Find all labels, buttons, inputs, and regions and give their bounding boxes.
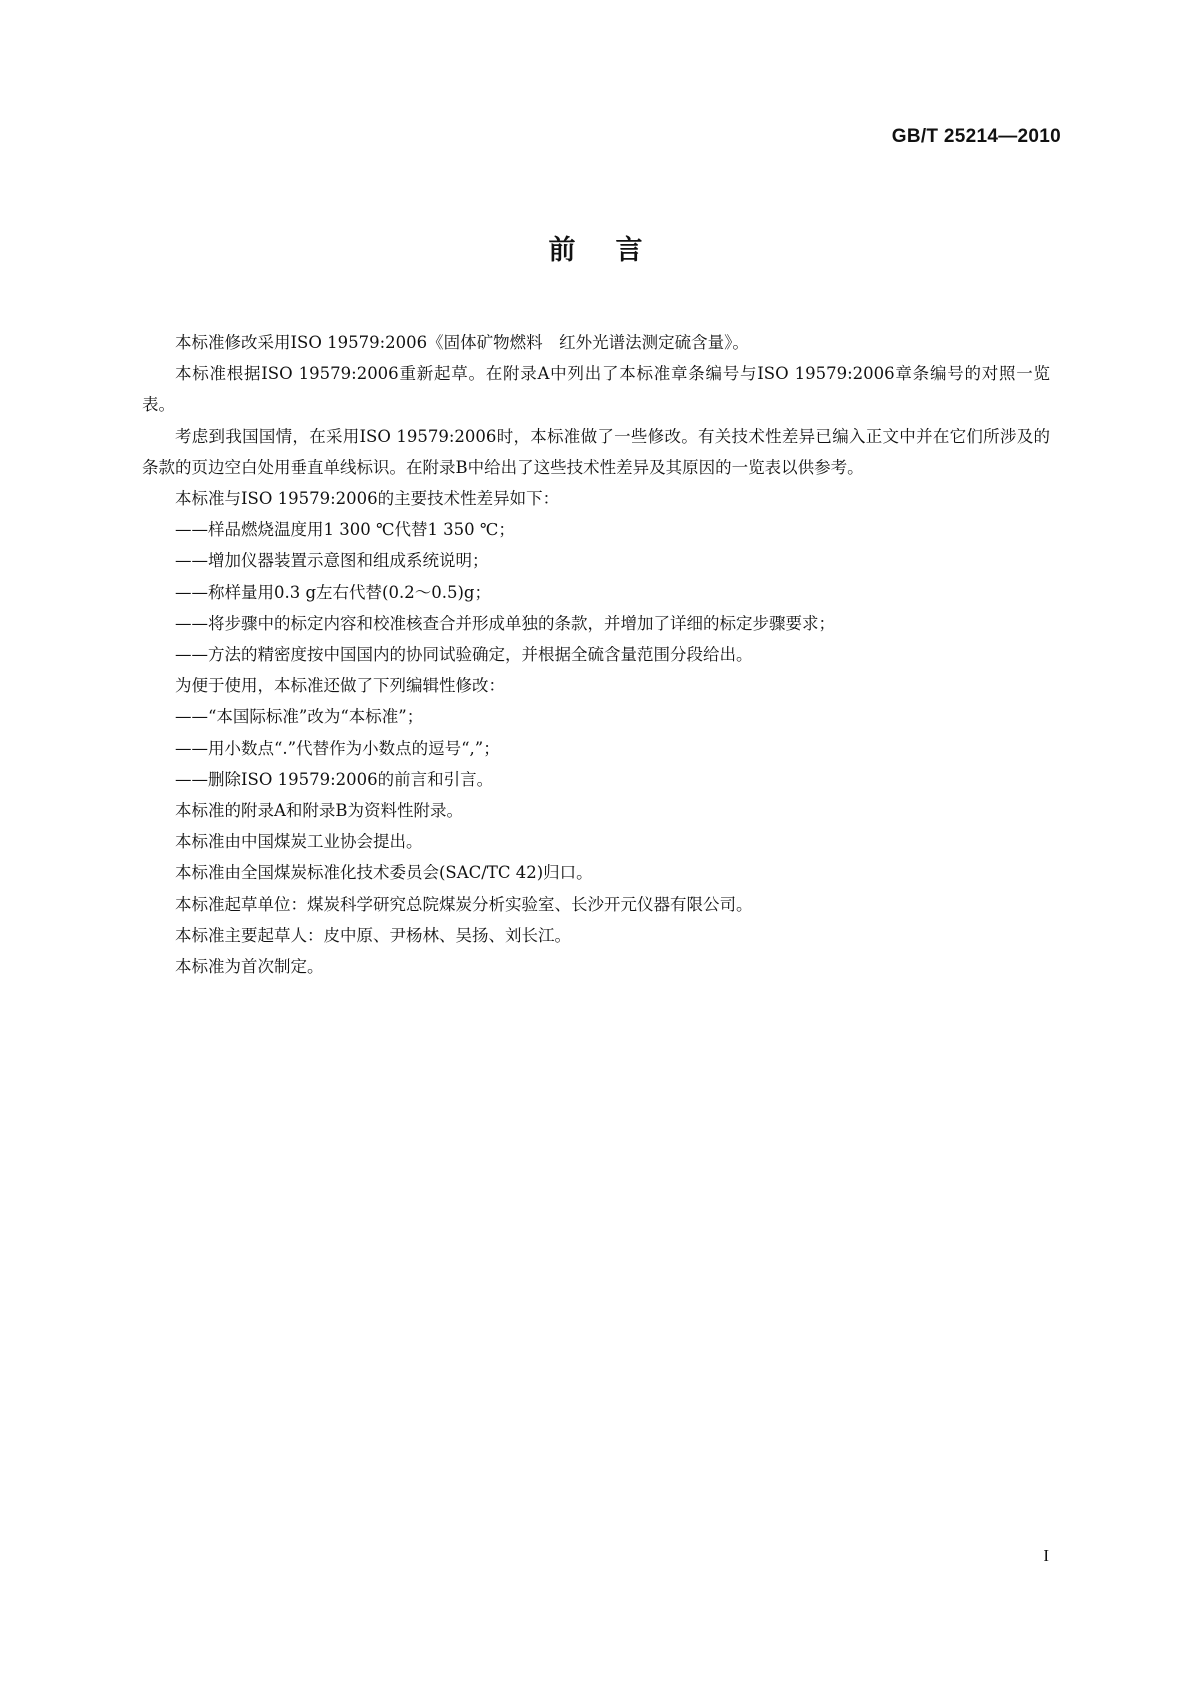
list-item-technical-difference: ——增加仪器装置示意图和组成系统说明； — [175, 551, 489, 571]
paragraph-drafting-organizations: 本标准起草单位：煤炭科学研究总院煤炭分析实验室、长沙开元仪器有限公司。 — [175, 894, 753, 914]
page-title: 前言 — [548, 235, 683, 266]
paragraph-drafters: 本标准主要起草人：皮中原、尹杨林、吴扬、刘长江。 — [175, 925, 571, 945]
paragraph-drafting-basis: 本标准根据ISO 19579:2006重新起草。在附录A中列出了本标准章条编号与ISO 19579:2006章条编号的对照一览表。 — [142, 364, 1050, 415]
standard-code: GB/T 25214—2010 — [891, 126, 1061, 147]
list-item-editorial-change: ——用小数点“.”代替作为小数点的逗号“,”； — [175, 738, 500, 758]
list-item-technical-difference: ——称样量用0.3 g左右代替(0.2～0.5)g； — [175, 582, 491, 602]
list-item-editorial-change: ——删除ISO 19579:2006的前言和引言。 — [175, 769, 494, 789]
paragraph-technical-differences-intro: 本标准与ISO 19579:2006的主要技术性差异如下： — [175, 489, 560, 509]
foreword-body — [142, 327, 1050, 982]
paragraph-editorial-changes-intro: 为便于使用，本标准还做了下列编辑性修改： — [175, 676, 505, 696]
paragraph-proposer: 本标准由中国煤炭工业协会提出。 — [175, 832, 423, 852]
paragraph-technical-committee: 本标准由全国煤炭标准化技术委员会(SAC/TC 42)归口。 — [175, 863, 593, 883]
list-item-technical-difference: ——将步骤中的标定内容和校准核查合并形成单独的条款，并增加了详细的标定步骤要求； — [175, 613, 835, 633]
paragraph-adoption: 本标准修改采用ISO 19579:2006《固体矿物燃料 红外光谱法测定硫含量》。 — [175, 333, 749, 352]
list-item-technical-difference: ——方法的精密度按中国国内的协同试验确定，并根据全硫含量范围分段给出。 — [175, 645, 753, 665]
list-item-technical-difference: ——样品燃烧温度用1 300 ℃代替1 350 ℃； — [175, 520, 515, 540]
page-number: I — [1043, 1546, 1049, 1565]
paragraph-modifications: 考虑到我国国情，在采用ISO 19579:2006时，本标准做了一些修改。有关技术性差异已编入正文中并在它们所涉及的条款的页边空白处用垂直单线标识。在附录B中给出了这些技术性差异及其原因的一览表以供参考。 — [142, 426, 1050, 477]
list-item-editorial-change: ——“本国际标准”改为“本标准”； — [175, 707, 424, 727]
paragraph-first-edition: 本标准为首次制定。 — [175, 957, 324, 977]
paragraph-annexes: 本标准的附录A和附录B为资料性附录。 — [175, 801, 464, 821]
